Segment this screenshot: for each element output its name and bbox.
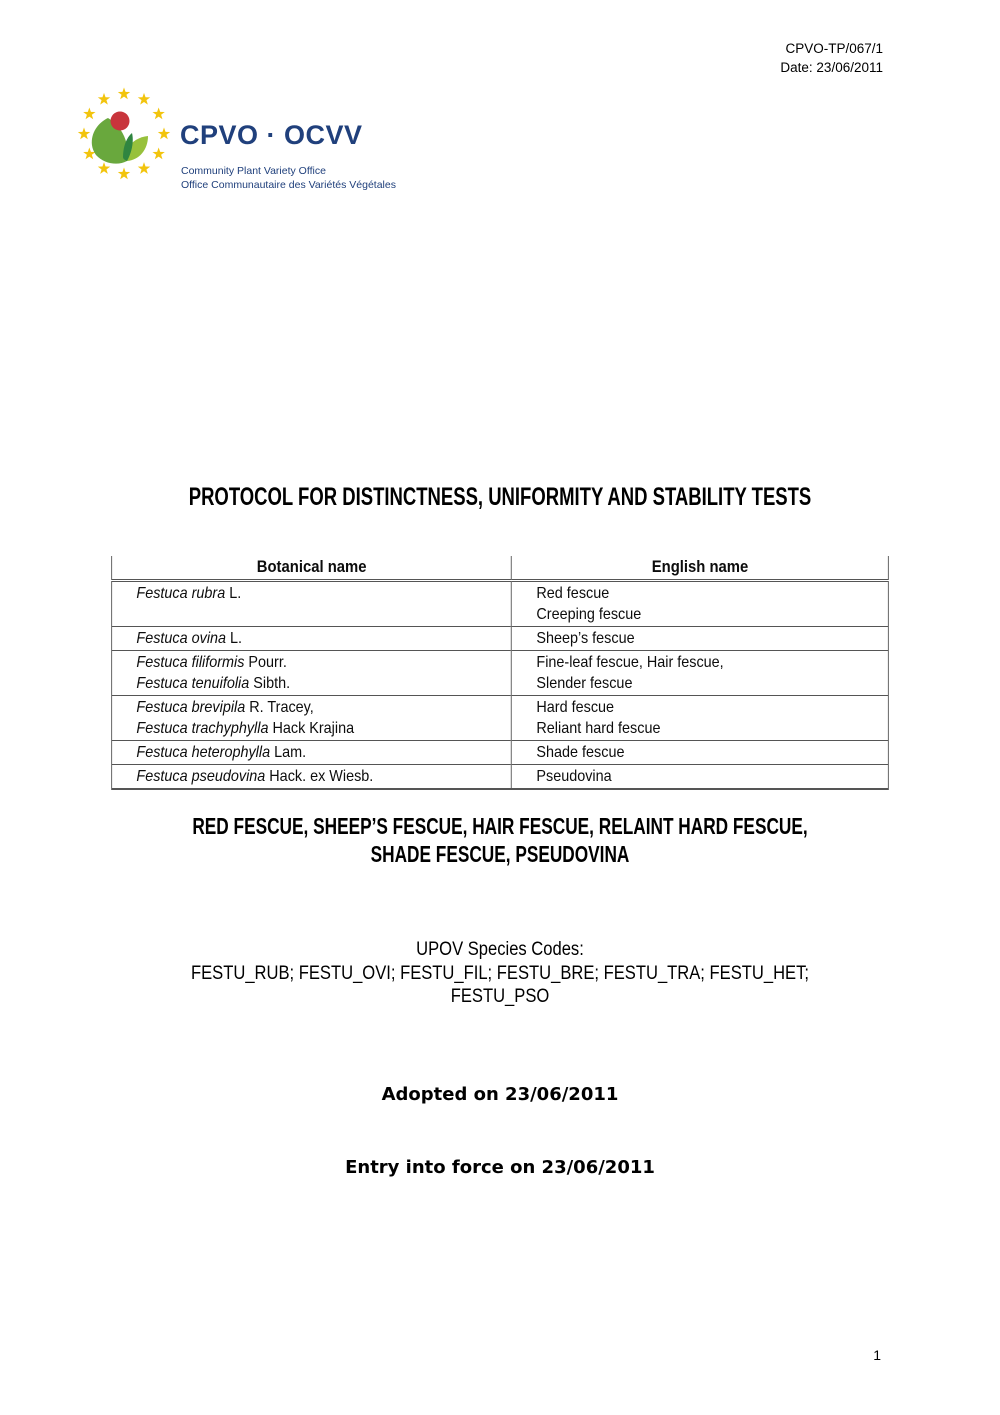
upov-species-codes-block (75, 938, 925, 1009)
plant-icon (92, 112, 148, 164)
species-table-wrap (50, 556, 950, 790)
species-table (111, 556, 889, 790)
botanical-name-cell: Festuca filiformis Pourr. Festuca tenuifolia Sibth. (112, 651, 512, 696)
star-icon (98, 93, 110, 105)
star-icon (138, 93, 150, 105)
logo-subtitle-fr: Office Communautaire des Variétés Végétales (181, 178, 396, 191)
logo-acronym: CPVO · OCVV (180, 120, 363, 150)
entry-into-force-heading: Entry into force on 23/06/2011 (345, 1157, 655, 1178)
star-icon (118, 168, 130, 180)
star-icon (152, 108, 164, 120)
botanical-name-cell: Festuca heterophylla Lam. (112, 741, 512, 765)
table-row (112, 627, 889, 651)
star-icon (83, 108, 95, 120)
english-name-cell: Hard fescue Reliant hard fescue (512, 696, 889, 741)
star-icon (118, 88, 130, 100)
table-row (112, 651, 889, 696)
table-row (112, 741, 889, 765)
berry-icon (111, 112, 130, 131)
botanical-name-cell: Festuca pseudovina Hack. ex Wiesb. (112, 765, 512, 790)
star-icon (78, 128, 90, 140)
star-icon (152, 148, 164, 160)
star-icon (98, 162, 110, 174)
table-row (112, 765, 889, 790)
star-icon (138, 162, 150, 174)
doc-reference-block (780, 40, 883, 77)
botanical-name-cell: Festuca rubra L. (112, 581, 512, 627)
table-header-row (112, 556, 889, 581)
doc-reference: CPVO-TP/067/1 (785, 41, 883, 56)
eu-stars-icon (78, 88, 170, 180)
species-common-names-heading (125, 812, 875, 868)
english-name-cell: Fine-leaf fescue, Hair fescue, Slender fescue (512, 651, 889, 696)
botanical-name-cell: Festuca ovina L. (112, 627, 512, 651)
species-heading-line1: RED FESCUE, SHEEP’S FESCUE, HAIR FESCUE, RELAINT HARD FESCUE, (192, 813, 808, 839)
english-name-cell: Shade fescue (512, 741, 889, 765)
english-name-cell: Pseudovina (512, 765, 889, 790)
botanical-name-cell: Festuca brevipila R. Tracey, Festuca trachyphylla Hack Krajina (112, 696, 512, 741)
upov-codes-line1: FESTU_RUB; FESTU_OVI; FESTU_FIL; FESTU_BRE; FESTU_TRA; FESTU_HET; (190, 961, 809, 984)
species-heading-line2: SHADE FESCUE, PSEUDOVINA (370, 841, 630, 867)
upov-codes-line2: FESTU_PSO (450, 985, 550, 1007)
english-name-cell: Red fescue Creeping fescue (512, 581, 889, 627)
table-row (112, 696, 889, 741)
col-header-botanical: Botanical name (112, 556, 512, 581)
star-icon (158, 128, 170, 140)
cpvo-logo (74, 84, 504, 202)
cpvo-logo-mark (74, 84, 174, 184)
logo-subtitles (181, 165, 396, 192)
table-row (112, 581, 889, 627)
page-number: 1 (873, 1347, 881, 1363)
col-header-english: English name (512, 556, 889, 581)
upov-label: UPOV Species Codes: (416, 938, 584, 960)
page-title: PROTOCOL FOR DISTINCTNESS, UNIFORMITY AND STABILITY TESTS (188, 483, 812, 511)
species-table-body (112, 581, 889, 790)
english-name-cell: Sheep’s fescue (512, 627, 889, 651)
logo-subtitle-en: Community Plant Variety Office (181, 165, 326, 177)
doc-date: Date: 23/06/2011 (780, 59, 883, 75)
adopted-date-heading: Adopted on 23/06/2011 (381, 1084, 619, 1105)
